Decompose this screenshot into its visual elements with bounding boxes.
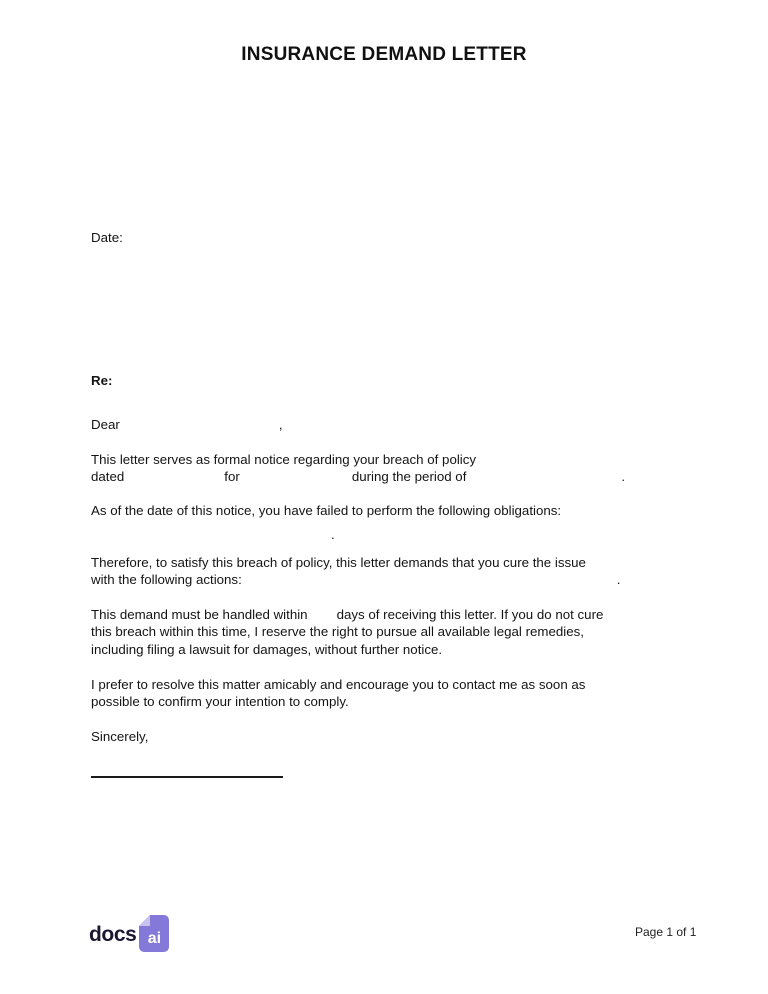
paragraph-3-line-2	[91, 571, 620, 588]
days-blank-field	[308, 618, 337, 619]
docsai-logo-badge-icon	[139, 915, 169, 952]
closing-line: Sincerely,	[91, 729, 149, 744]
dated-label: dated	[91, 469, 125, 485]
paragraph-4-line-1-part-2: days of receiving this letter. If you do not cure	[336, 607, 604, 622]
salutation-line	[91, 416, 283, 433]
for-blank-field	[240, 480, 352, 481]
paragraph-5-line-2: possible to confirm your intention to comply.	[91, 694, 349, 710]
docsai-badge-text: ai	[147, 930, 162, 947]
page-indicator: Page 1 of 1	[635, 925, 697, 939]
for-label: for	[224, 469, 240, 485]
page-title: INSURANCE DEMAND LETTER	[241, 44, 527, 65]
docsai-logo-text: docs	[89, 923, 137, 946]
actions-label: with the following actions:	[91, 572, 242, 588]
paragraph-3-line-1: Therefore, to satisfy this breach of policy, this letter demands that you cure the issue	[91, 555, 586, 570]
dated-blank-field	[124, 480, 224, 481]
paragraph-4-line-1-part-1: This demand must be handled within	[91, 607, 308, 622]
paragraph-2: As of the date of this notice, you have failed to perform the following obligations:	[91, 503, 562, 518]
re-blank-field	[112, 384, 232, 385]
paragraph-5-line-1: I prefer to resolve this matter amicably and encourage you to contact me as soon as	[91, 677, 586, 692]
re-label: Re:	[91, 373, 113, 388]
re-line	[91, 372, 232, 389]
paragraph-4-line-1	[91, 606, 603, 623]
actions-blank-field	[242, 583, 617, 584]
during-label: during the period of	[351, 469, 467, 485]
paragraph-1-line-1: This letter serves as formal notice regarding your breach of policy	[91, 452, 477, 467]
period-blank-field	[466, 480, 621, 481]
salutation-blank-field	[120, 428, 279, 429]
paragraph-3-end-punctuation: .	[616, 572, 621, 588]
paragraph-1-line-2	[91, 468, 625, 485]
paragraph-1-end-punctuation: .	[621, 469, 626, 485]
date-label: Date:	[91, 230, 123, 245]
docsai-logo	[89, 915, 169, 952]
paragraph-1	[91, 451, 625, 486]
salutation-punctuation: ,	[278, 417, 283, 432]
paragraph-5	[91, 676, 585, 711]
paragraph-3	[91, 554, 620, 589]
date-blank-field	[123, 241, 243, 242]
paragraph-4-line-3: including filing a lawsuit for damages, without further notice.	[91, 641, 443, 657]
date-line	[91, 229, 243, 246]
signature-line	[91, 776, 283, 778]
paragraph-4-line-2: this breach within this time, I reserve the right to pursue all available legal remedies,	[91, 624, 584, 640]
obligations-blank-end-punctuation: .	[331, 527, 335, 542]
salutation-prefix: Dear	[91, 417, 120, 432]
paragraph-4	[91, 606, 603, 658]
